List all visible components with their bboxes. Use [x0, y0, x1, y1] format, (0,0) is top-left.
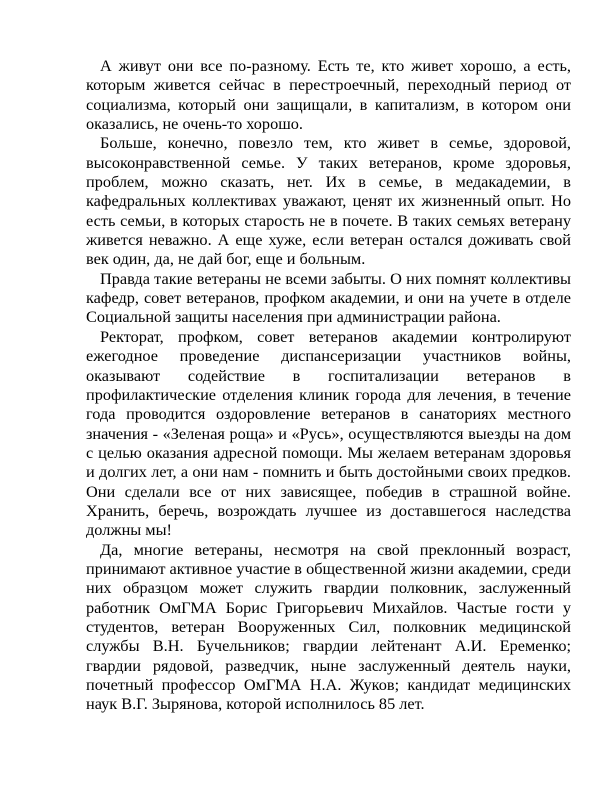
- paragraph: Ректорат, профком, совет ветеранов академии контролируют ежегодное проведение диспансеризации участников войны, оказывают содействие в госпитализации ветеранов в профилактические отделения клиник города для лечения, в течение года проводится оздоровление ветеранов в санаториях местного значения - «Зеленая роща» и «Русь», осуществляются выезды на дом с целью оказания адресной помощи. Мы желаем ветеранам здоровья и долгих лет, а они нам - помнить и быть достойными своих предков. Они сделали все от них зависящее, победив в страшной войне. Хранить, беречь, возрождать лучшее из доставшегося наследства должны мы!: [86, 326, 571, 540]
- paragraph: Правда такие ветераны не всеми забыты. О них помнят коллективы кафедр, совет ветеранов, профком академии, и они на учете в отделе Социальной защиты населения при администрации района.: [86, 268, 571, 327]
- paragraph: Больше, конечно, повезло тем, кто живет в семье, здоровой, высоконравственной семье. У таких ветеранов, кроме здоровья, проблем, можно сказать, нет. Их в семье, в медакадемии, в кафедральных коллективах уважают, ценят их жизненный опыт. Но есть семьи, в которых старость не в почете. В таких семьях ветерану живется неважно. А еще хуже, если ветеран остался доживать свой век один, да, не дай бог, еще и больным.: [86, 133, 571, 269]
- paragraph: А живут они все по-разному. Есть те, кто живет хорошо, а есть, которым живется сейчас в перестроечный, переходный период от социализма, который они защищали, в капитализм, в котором они оказались, не очень-то хорошо.: [86, 56, 571, 134]
- paragraph: Да, многие ветераны, несмотря на свой преклонный возраст, принимают активное участие в общественной жизни академии, среди них образцом может служить гвардии полковник, заслуженный работник ОмГМА Борис Григорьевич Михайлов. Частые гости у студентов, ветеран Вооруженных Сил, полковник медицинской службы В.Н. Бучельников; гвардии лейтенант А.И. Еременко; гвардии рядовой, разведчик, ныне заслуженный деятель науки, почетный профессор ОмГМА Н.А. Жуков; кандидат медицинских наук В.Г. Зырянова, которой исполнилось 85 лет.: [86, 539, 571, 714]
- body-text: [86, 56, 571, 714]
